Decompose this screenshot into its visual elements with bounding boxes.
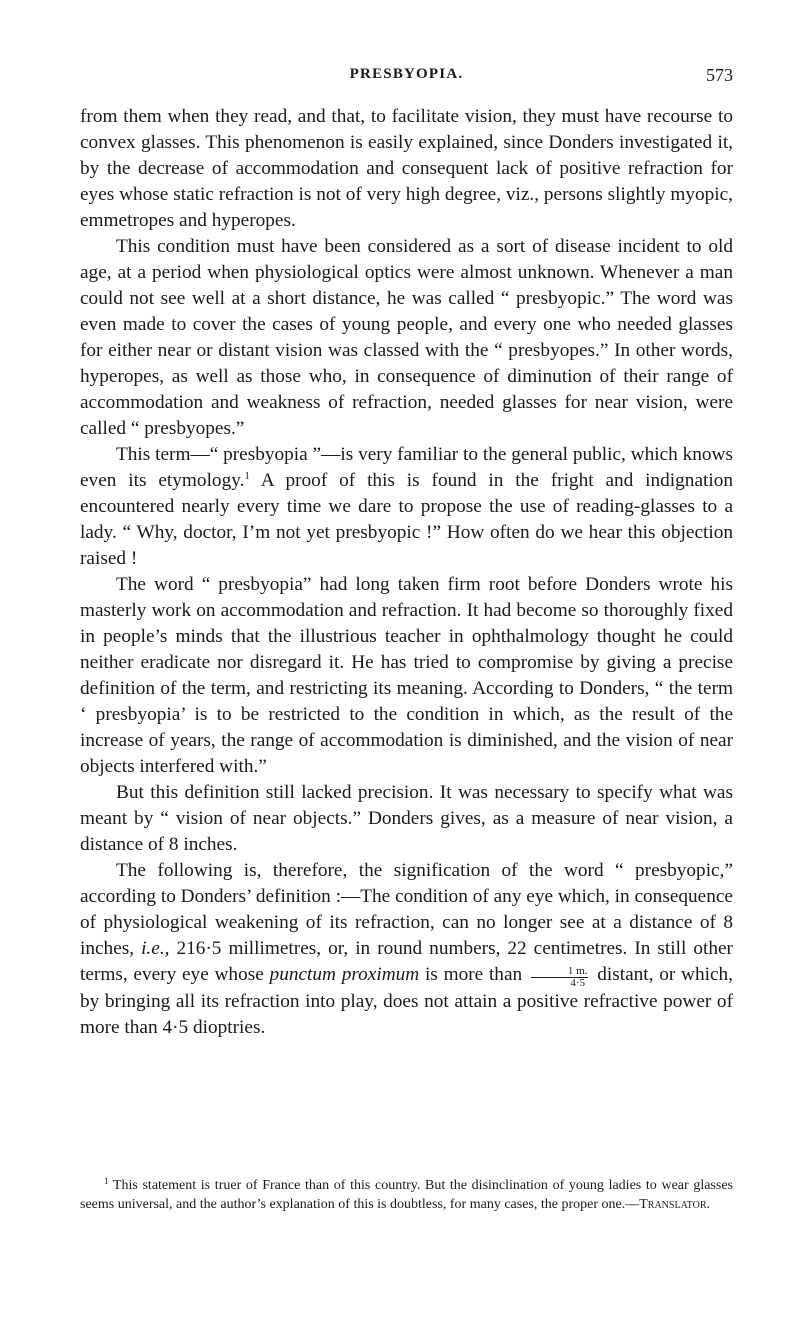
punctum-proximum-term: punctum proximum: [269, 964, 420, 985]
abbreviation-ie: i.e.,: [141, 938, 170, 959]
footnote: [80, 1176, 733, 1214]
footnote-signature: Translator.: [639, 1197, 711, 1212]
distance-fraction: [531, 966, 589, 989]
running-head: PRESBYOPIA.: [349, 66, 464, 82]
footnote-mark: 1: [104, 1176, 109, 1186]
page-header: [80, 66, 733, 90]
paragraph-1: from them when they read, and that, to facilitate vision, they must have recourse to convex glasses. This phenomenon is easily explained, since Donders investigated it, by the decrease of accommodation and consequent lack of positive refraction for eyes whose static refraction is not of very high degree, viz., persons slightly myopic, emmetropes and hyperopes.: [80, 106, 733, 231]
footnote-reference: 1: [244, 470, 250, 482]
fraction-numerator: 1 m.: [531, 966, 589, 978]
paragraph-3-part-b: A proof of this is found in the fright and indignation encountered nearly every time we dare to propose the use of reading-glasses to a lady. “ Why, doctor, I’m not yet presbyopic !” How often do we hear this objection raised !: [80, 470, 734, 569]
paragraph-4: The word “ presbyopia” had long taken firm root before Donders wrote his masterly work on accommodation and refraction. It had become so thoroughly fixed in people’s minds that the illustrious teacher in ophthalmology thought he could neither eradicate nor disregard it. He has tried to compromise by giving a precise definition of the term, and restricting its meaning. According to Donders, “ the term ‘ presbyopia’ is to be restricted to the condition in which, as the result of the increase of years, the range of accommodation is diminished, and the vision of near objects interfered with.”: [80, 574, 733, 777]
paragraph-2: This condition must have been considered as a sort of disease incident to old age, at a period when physiological optics were almost unknown. Whenever a man could not see well at a short distance, he was called “ presbyopic.” The word was even made to cover the cases of young people, and every one who needed glasses for either near or distant vision was classed with the “ presbyopes.” In other words, hyperopes, as well as those who, in consequence of diminution of their range of accommodation and weakness of refraction, needed glasses for near vision, were called “ presbyopes.”: [80, 236, 733, 439]
paragraph-6-part-c: is more than: [419, 964, 528, 985]
footnote-text: This statement is truer of France than of this country. But the disinclination of young ladies to wear glasses seems universal, and the author’s explanation of this is doubtless, for many cases, the proper one.—: [80, 1178, 733, 1212]
page-number: 573: [706, 65, 733, 85]
paragraph-6-part-a: The following is, therefore, the signification of the word “ presbyopic,” according to Donders’ definition :—The condition of any eye which, in consequence of physiological weakening of its refraction, can no longer see at a distance of 8 inches,: [80, 860, 733, 959]
paragraph-6: [80, 858, 733, 1041]
paragraph-3: [80, 442, 733, 572]
paragraph-5: But this definition still lacked precision. It was necessary to specify what was meant by “ vision of near objects.” Donders gives, as a measure of near vision, a distance of 8 inches.: [80, 782, 733, 855]
fraction-denominator: 4·5: [570, 977, 586, 989]
body-text: [80, 104, 733, 1041]
paragraph-6-part-b: 216·5 millimetres, or, in round numbers, 22 centimetres. In still other terms, every eye whose: [80, 938, 733, 985]
paragraph-6-part-d: distant, or which, by bringing all its refraction into play, does not attain a positive refractive power of more than 4·5 dioptries.: [80, 964, 733, 1038]
paragraph-3-part-a: This term—“ presbyopia ”—is very familiar to the general public, which knows even its etymology.: [80, 444, 733, 491]
